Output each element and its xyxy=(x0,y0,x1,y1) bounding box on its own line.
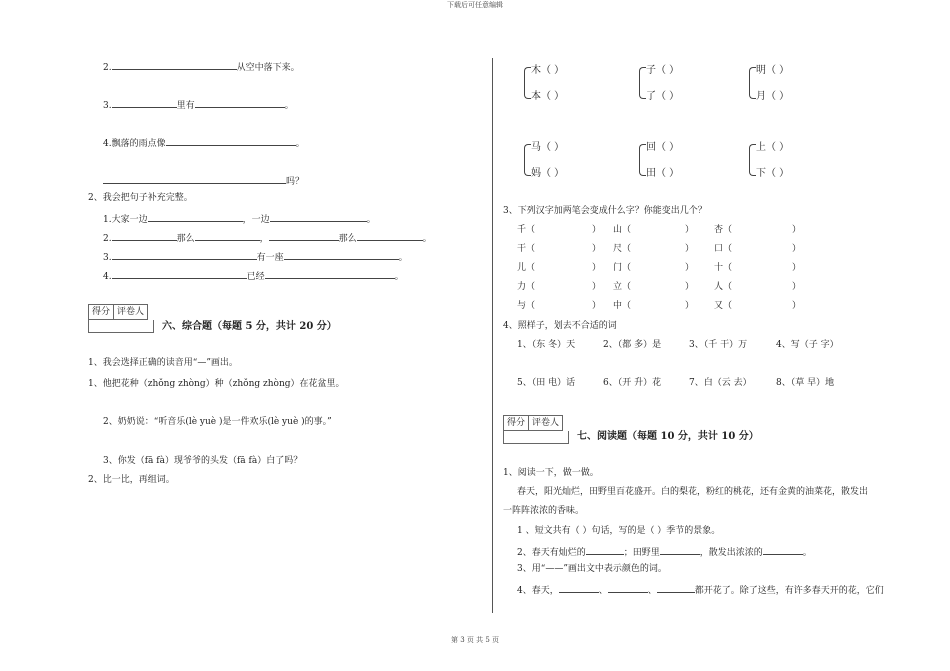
reading-item-3: 3、用“——”画出文中表示颜色的词。 xyxy=(517,564,667,574)
page-header: 下载后可任意编辑 xyxy=(447,1,503,9)
q3-cell: ） xyxy=(592,282,602,292)
q3-cell: ） xyxy=(685,301,695,311)
q3-cell: ） xyxy=(792,301,802,311)
q4-item: 3、（千 干）万 xyxy=(689,340,748,350)
q4-item: 6、（开 升）花 xyxy=(603,378,662,388)
pair-char: 马（ ） xyxy=(531,142,565,153)
q3-cell: ） xyxy=(685,263,695,273)
q3-cell: 力（ xyxy=(517,282,536,292)
s6-line-2: 2、奶奶说：“听音乐(lè yuè )是一件欢乐(lè yuè )的事。” xyxy=(103,417,332,427)
brace xyxy=(749,67,756,99)
q3-cell: ） xyxy=(685,244,695,254)
brace xyxy=(524,144,531,176)
fill-item-4: 4.飘落的雨点像 。 xyxy=(103,139,305,149)
score-label: 得分 xyxy=(504,416,529,430)
q4-item: 1、（东 冬）天 xyxy=(517,340,576,350)
section-6-title: 六、综合题（每题 5 分，共计 20 分） xyxy=(162,321,337,332)
q3-cell: ） xyxy=(792,263,802,273)
q3-cell: ） xyxy=(592,263,602,273)
q3-title: 3、下列汉字加两笔会变成什么字？你能变出几个？ xyxy=(503,206,707,216)
brace xyxy=(639,144,646,176)
reading-item-4: 4、春天， 、 、 都开花了。除了这些，有许多春天开的花，它们 xyxy=(517,586,884,596)
q3-cell: 门（ xyxy=(613,263,632,273)
s6-line-1: 1、他把花种（zhǒng zhòng）种（zhǒng zhòng）在花盆里。 xyxy=(88,379,345,389)
q3-cell: 儿（ xyxy=(517,263,536,273)
q3-cell: ） xyxy=(792,282,802,292)
score-box xyxy=(503,415,563,431)
section-7-title: 七、阅读题（每题 10 分，共计 10 分） xyxy=(577,431,759,442)
q2-title: 2、我会把句子补充完整。 xyxy=(88,193,193,203)
q3-cell: 山（ xyxy=(613,225,632,235)
score-box-blank xyxy=(88,320,154,333)
grader-label: 评卷人 xyxy=(117,307,145,317)
brace xyxy=(749,144,756,176)
pair-char: 回（ ） xyxy=(646,142,680,153)
pair-char: 了（ ） xyxy=(646,91,680,102)
q3-cell: 中（ xyxy=(613,301,632,311)
reading-q1: 1、阅读一下，做一做。 xyxy=(503,468,599,478)
sentence-item-4: 4. 已经 。 xyxy=(103,272,404,282)
q3-cell: ） xyxy=(592,225,602,235)
fill-item-3: 3. 里有 。 xyxy=(103,101,294,111)
pair-char: 上（ ） xyxy=(756,142,790,153)
score-box xyxy=(88,304,148,320)
pair-char: 妈（ ） xyxy=(531,168,565,179)
column-divider xyxy=(492,58,493,613)
q3-cell: ） xyxy=(792,225,802,235)
q4-item: 8、（草 早）地 xyxy=(776,378,835,388)
pair-char: 田（ ） xyxy=(646,168,680,179)
score-box-blank xyxy=(503,431,569,444)
pair-char: 木（ ） xyxy=(531,65,565,76)
grader-label: 评卷人 xyxy=(532,418,560,428)
q3-cell: 口（ xyxy=(714,244,733,254)
q3-cell: 又（ xyxy=(714,301,733,311)
pair-char: 下（ ） xyxy=(756,168,790,179)
q4-item: 7、白（云 去） xyxy=(689,378,752,388)
s6-line-3: 3、你发（fā fà）现爷爷的头发（fā fà）白了吗？ xyxy=(103,456,303,466)
q3-cell: 立（ xyxy=(613,282,632,292)
q3-cell: ） xyxy=(792,244,802,254)
q3-cell: 杏（ xyxy=(714,225,733,235)
q3-cell: 十（ xyxy=(714,263,733,273)
page-footer: 第 3 页 共 5 页 xyxy=(450,636,500,644)
reading-item-2: 2、春天有灿烂的 ；田野里 ，散发出浓浓的 。 xyxy=(517,548,812,558)
sentence-item-2: 2. 那么 ， 那么 。 xyxy=(103,234,432,244)
q3-cell: 千（ xyxy=(517,225,536,235)
s6-q1: 1、我会选择正确的读音用“—”画出。 xyxy=(88,358,238,368)
sentence-item-1: 1.大家一边 ，一边 。 xyxy=(103,215,376,225)
brace xyxy=(524,67,531,99)
q4-item: 2、（都 多）是 xyxy=(603,340,662,350)
q3-cell: ） xyxy=(685,225,695,235)
q3-cell: ） xyxy=(685,282,695,292)
pair-char: 明（ ） xyxy=(756,65,790,76)
pair-char: 月（ ） xyxy=(756,91,790,102)
q3-cell: 尺（ xyxy=(613,244,632,254)
brace xyxy=(639,67,646,99)
reading-passage-1: 春天，阳光灿烂，田野里百花盛开。白的梨花，粉红的桃花，还有金黄的油菜花，散发出 xyxy=(517,487,869,497)
q4-item: 4、写（子 字） xyxy=(776,340,839,350)
q3-cell: ） xyxy=(592,301,602,311)
sentence-item-3: 3. 有一座 。 xyxy=(103,253,408,263)
reading-item-1: 1 、短文共有（ ）句话，写的是（ ）季节的景象。 xyxy=(517,526,721,536)
q3-cell: 与（ xyxy=(517,301,536,311)
q3-cell: 干（ xyxy=(517,244,536,254)
s6-q2: 2、比一比，再组词。 xyxy=(88,475,175,485)
q3-cell: ） xyxy=(592,244,602,254)
reading-passage-2: 一阵阵浓浓的香味。 xyxy=(503,506,585,516)
pair-char: 子（ ） xyxy=(646,65,680,76)
q3-cell: 人（ xyxy=(714,282,733,292)
pair-char: 本（ ） xyxy=(531,91,565,102)
q4-item: 5、（田 电）话 xyxy=(517,378,576,388)
fill-item-5: 吗？ xyxy=(103,175,304,187)
score-label: 得分 xyxy=(89,305,114,319)
fill-item-2: 2. 从空中落下来。 xyxy=(103,63,300,73)
q4-title: 4、照样子，划去不合适的词 xyxy=(503,321,617,331)
